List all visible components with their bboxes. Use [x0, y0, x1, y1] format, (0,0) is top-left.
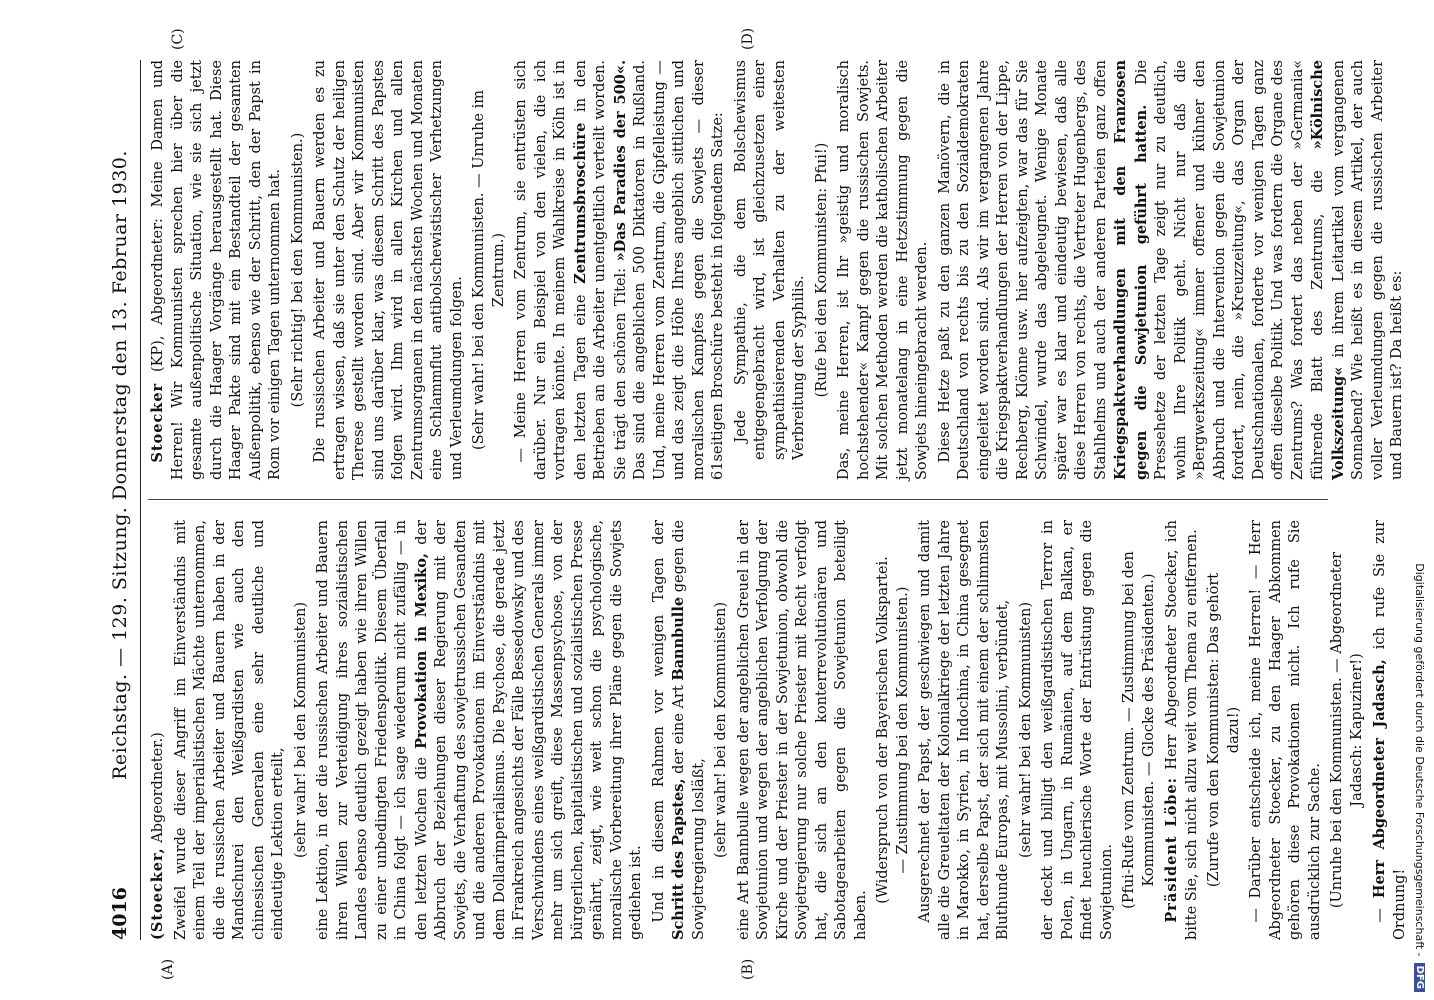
paragraph: Zweifel wurde dieser Angriff im Einverständnis mit einem Teil der imperialistischen Mächte unternommen, die die russischen Arbeiter und Bauern haben in der Mandschurei den Weißgardisten wie auch den chinesischen Generalen eine sehr deutliche und eindeutige Lektion erteilt,: [172, 520, 286, 940]
rotated-page: [100, 0, 1430, 1000]
interjection: (Rufe bei den Kommunisten: Pfui!): [813, 142, 830, 398]
emphasis: Bannbulle: [670, 596, 687, 681]
emphasis: Provokation in Mexiko,: [412, 553, 430, 749]
text-run: in ihrem Leitartikel vom vergangenen Sonnabend? Wie heißt es in diesem Artikel, der auch voller Verleumdungen gegen die russischen Arbeiter und Bauern ist? Da heißt es:: [1330, 60, 1405, 480]
paragraph: [936, 60, 1408, 480]
text-run: Die Pressehetze der letzten Tage zeigt nur zu deutlich, wohin Ihre Politik geht. Nicht nur daß die »Bergwerkszeitung« immer offener und kühner den Abbruch und die Intervention gegen die Sowjetunion fordert, nein, die »Kreuzzeitung«, das Organ der Deutschnationalen, forderte vor wenigen Tagen ganz offen dieselbe Politik. Und was fordern die Organe des Zentrums? Was fordert das neben der »Germania« führende Blatt des Zentrums, die: [1133, 59, 1326, 480]
watermark-text-row: [1406, 0, 1434, 1000]
text-columns: [148, 59, 1408, 940]
paragraph: [512, 60, 729, 480]
interjection: (Pfui-Rufe vom Zentrum. — Zustimmung bei den Kommunisten. — Glocke des Präsidenten.): [1121, 551, 1157, 909]
text-run: eine Lektion, in der die russischen Arbeiter und Bauern ihren Willen zur Verteidigung ihres sozialistischen Landes ebenso deutlich gezeigt haben wie ihren Willen zu einer unbedingten Friedenspolitik. Diesem Überfall in China folgt — ich sage wiederum nicht zufällig — in den letzten Wochen die: [315, 520, 430, 940]
emphasis: »Kölnische Volkszeitung«: [1309, 60, 1347, 480]
margin-marker-b: (B): [740, 958, 756, 980]
interjection: (Sehr richtig! bei den Kommunisten.): [289, 132, 306, 408]
paragraph: [314, 520, 647, 940]
paragraph: Die russischen Arbeiter und Bauern werden es zu ertragen wissen, daß sie unter den Schutz der heiligen Therese gestellt worden sind. Aber wir Kommunisten sind uns darüber klar, was diesem Schritt des Papstes folgen wird. Ihm wird in allen Kirchen und allen Zentrumsorganen in den nächsten Wochen und Monaten eine Schlammflut antibolschewistischer Verhetzungen und Verleumdungen folgen.: [312, 60, 465, 480]
text-run: der Abbruch der Beziehungen dieser Regierung mit der Sowjets, die Verhaftung des sowjetrussischen Gesandten und die anderen Provokationen im Einverständnis mit dem Dollarimperialismus. Die Psychose, die gerade jetzt in Frankreich angesichts der Fälle Bessedowsky und des Verschwindens eines weißgardistischen Generals immer mehr um sich greift, diese Massenpsychose, von der bürgerlichen, kapitalistischen und sozialistischen Presse genährt, zeigt, wie weit schon die psychologische, moralische Vorbereitung ihrer Pläne gegen die Sowjets gediehen ist.: [413, 520, 644, 940]
interjection: (Unruhe bei den Kommunisten. — Abgeordneter Jadasch: Kapuziner!): [1329, 551, 1365, 909]
emphasis: Schritt des Papstes,: [670, 778, 687, 940]
interjection: (sehr wahr! bei den Kommunisten): [713, 601, 729, 859]
right-column: [148, 60, 1411, 480]
interjection: (Sehr wahr! bei den Kommunisten. — Unruhe im Zentrum.): [471, 90, 507, 450]
speaker-name: Stoecker: [149, 382, 166, 463]
watermark-text: Digitalisierung gefördert durch die Deutsche Forschungsgemeinschaft -: [1413, 563, 1427, 957]
page-content: [100, 27, 1408, 980]
quotation: Jede Sympathie, die dem Bolschewismus entgegengebracht wird, ist gleichzusetzen einer sympathisierenden Verhalten zu der weitesten Verbreitung der Syphilis.: [732, 60, 807, 460]
margin-marker-c: (C): [170, 28, 186, 50]
funding-watermark: [1406, 0, 1434, 1000]
paragraph: [1370, 520, 1410, 940]
left-column: [148, 520, 1413, 940]
interjection: (sehr wahr! bei den Kommunisten): [1017, 601, 1034, 859]
text-run: Das sind die angeblichen 500 Diktatoren in Rußland. Und, meine Herren vom Zentrum, die Gipfelleistung — und das zeigt die Höhe Ihres angeblich sittlichen und moralischen Kampfes gegen die Sowjets — dieser 61seitigen Broschüre besteht in folgendem Satze:: [632, 60, 726, 480]
paragraph: eine Art Bannbulle wegen der angeblichen Greuel in der Sowjetunion und wegen der angeblichen Verfolgung der Kirche und der Priester in der Sowjetunion, obwohl die Sowjetregierung nur solche Priester mit Recht verfolgt hat, die sich an den konterrevolutionären und Sabotagearbeiten gegen die Sowjetunion beteiligt haben.: [735, 520, 869, 940]
page-title: Reichstag. — 129. Sitzung. Donnerstag den 13. Februar 1930.: [109, 150, 131, 780]
paragraph: der deckt und billigt den weißgardistischen Terror in Polen, in Ungarn, in Rumänien, auf dem Balkan, er findet heuchlerische Worte der Entrüstung gegen die Sowjetunion.: [1040, 520, 1115, 940]
margin-marker-a: (A): [160, 958, 176, 980]
text-run: Herr Abgeordneter Stoecker, ich bitte Sie, sich nicht allzu weit vom Thema zu entfernen.: [1164, 520, 1200, 940]
dfg-logo-icon: DFG: [1415, 963, 1426, 992]
text-run: (KP), Abgeordneter: Meine Damen und Herren! Wir Kommunisten sprechen hier über die gesamte außenpolitische Situation, wie sie sich jetzt durch die Haager Vorgänge herausgestellt hat. Diese Haager Pakte sind mit ein Bestandteil der gesamten Außenpolitik, ebenso wie der Schritt, den der Papst in Rom vor einigen Tagen unternommen hat.: [150, 60, 283, 480]
interjection: (Zurufe von den Kommunisten: Das gehört dazu!): [1206, 572, 1242, 888]
emphasis: »Das Paradies der 500«.: [611, 60, 629, 262]
margin-marker-d: (D): [740, 27, 756, 50]
text-run: der eine Art: [671, 680, 687, 779]
text-run: —: [1372, 898, 1388, 923]
paragraph: Das, meine Herren, ist Ihr »geistig und moralisch hochstehender« Kampf gegen die russischen Sowjets. Mit solchen Methoden werden die katholischen Arbeiter jetzt monatelang in eine Hetzstimmung gegen die Sowjets hineingebracht werden.: [836, 60, 930, 480]
emphasis: Herr Abgeordneter Jadasch,: [1371, 659, 1388, 899]
paragraph: [650, 520, 710, 940]
text-run: Und in diesem Rahmen vor wenigen Tagen der: [650, 520, 667, 923]
column-divider: [148, 499, 1328, 500]
paragraph: [1162, 520, 1202, 940]
page-number: 4016: [109, 887, 131, 940]
paragraph: Ausgerechnet der Papst, der geschwiegen und damit alle die Greueltaten der Kolonialkriege der letzten Jahre in Marokko, in Syrien, in Indochina, in China gesegnet hat, derselbe Papst, der sich mit einem der schlimmsten Bluthunde Europas, mit Mussolini, verbündet,: [917, 520, 1011, 940]
text-run: in den Betrieben an die Arbeiter unentgeltlich verteilt worden. Sie trägt den schönen Titel:: [572, 60, 629, 480]
text-run: Abgeordneter.): [150, 732, 166, 848]
paragraph: [148, 60, 286, 480]
paragraph: — Darüber entscheide ich, meine Herren! — Herr Abgeordneter Stoecker, zu den Haager Abkommen gehören diese Provokationen nicht. Ich rufe Sie ausdrücklich zur Sache.: [1248, 520, 1323, 940]
speaker-name: Präsident Löbe:: [1163, 777, 1180, 923]
text-run: Diese Hetze paßt zu den ganzen Manövern, die in Deutschland von rechts bis zu den Sozialdemokraten eingeleitet worden sind. Als wir im vergangenen Jahre die Kriegspaktverhandlungen der Herren von der Lippe, Rechberg, Klönne usw. hier aufzeigten, war das für Sie Schwindel, wurde das abgeleugnet. Wenige Monate später war es klar und eindeutig bewiesen, daß alle diese Herren von rechts, die Vertreter Hugenbergs, des Stahlhelms und auch der anderen Parteien ganz offen: [936, 60, 1109, 480]
page-header: [100, 60, 141, 940]
interjection: (sehr wahr! bei den Kommunisten): [292, 601, 309, 859]
text-run: — Meine Herren vom Zentrum, sie entrüsten sich darüber. Nur ein Beispiel von den vielen, die ich vortragen könnte. In meinem Wahlkreise in Köln ist in den letzten Tagen eine: [513, 60, 589, 480]
speaker-name: (Stoecker,: [149, 847, 166, 940]
text-run: ich rufe Sie zur Ordnung!: [1372, 519, 1408, 940]
emphasis: Kriegspaktverhandlungen mit den Franzosen gegen die Sowjetunion geführt hatten.: [1112, 60, 1150, 480]
interjection: (Widerspruch von der Bayerischen Volkspartei. — Zustimmung bei den Kommunisten.): [875, 556, 911, 904]
text-run: gegen die Sowjetregierung losläßt,: [671, 520, 707, 940]
emphasis: Zentrumsbroschüre: [571, 122, 589, 284]
paragraph: [148, 520, 169, 940]
